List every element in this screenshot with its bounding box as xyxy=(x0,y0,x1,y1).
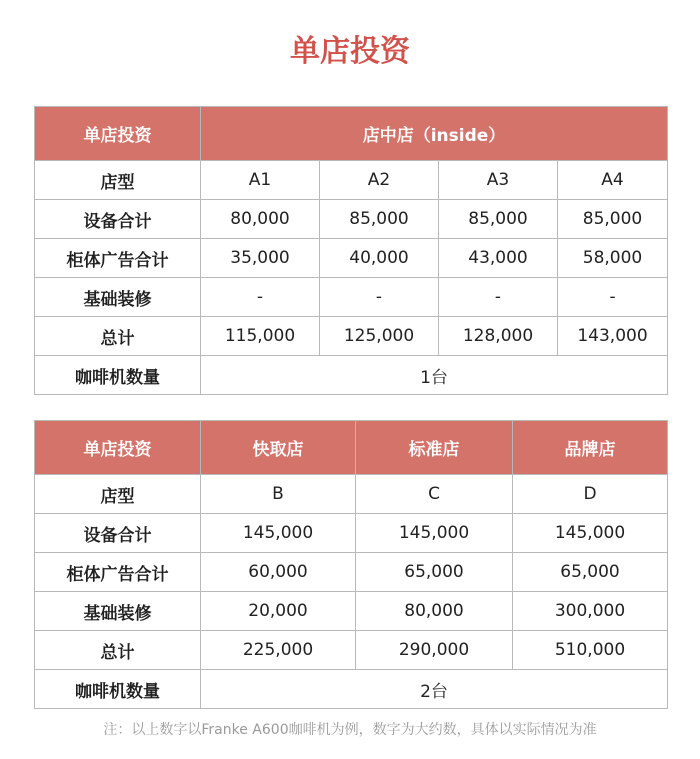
cell: 65,000 xyxy=(356,553,513,592)
table-row xyxy=(35,592,668,631)
row-label: 柜体广告合计 xyxy=(35,239,201,278)
header-brand-store: 品牌店 xyxy=(513,421,668,475)
cell: 80,000 xyxy=(201,200,320,239)
store-type-investment-table xyxy=(34,420,668,709)
cell: 290,000 xyxy=(356,631,513,670)
cell: - xyxy=(201,278,320,317)
row-label: 柜体广告合计 xyxy=(35,553,201,592)
table-row xyxy=(35,631,668,670)
machine-count-cell: 2台 xyxy=(201,670,668,709)
table-row xyxy=(35,553,668,592)
cell: 125,000 xyxy=(320,317,439,356)
cell: A3 xyxy=(439,161,558,200)
cell: 300,000 xyxy=(513,592,668,631)
cell: 85,000 xyxy=(558,200,668,239)
cell: - xyxy=(558,278,668,317)
cell: 115,000 xyxy=(201,317,320,356)
cell: 143,000 xyxy=(558,317,668,356)
cell: 80,000 xyxy=(356,592,513,631)
row-label: 咖啡机数量 xyxy=(35,670,201,709)
row-label: 店型 xyxy=(35,475,201,514)
cell: 85,000 xyxy=(320,200,439,239)
cell: 145,000 xyxy=(201,514,356,553)
page-title: 单店投资 xyxy=(290,34,410,69)
cell: C xyxy=(356,475,513,514)
row-label: 总计 xyxy=(35,631,201,670)
cell: 35,000 xyxy=(201,239,320,278)
row-label: 基础装修 xyxy=(35,592,201,631)
header-label: 单店投资 xyxy=(35,421,201,475)
row-label: 基础装修 xyxy=(35,278,201,317)
cell: - xyxy=(320,278,439,317)
machine-count-cell: 1台 xyxy=(201,356,668,395)
cell: - xyxy=(439,278,558,317)
header-group-inside: 店中店（inside） xyxy=(201,107,668,161)
cell: 20,000 xyxy=(201,592,356,631)
header-quick-store: 快取店 xyxy=(201,421,356,475)
header-standard-store: 标准店 xyxy=(356,421,513,475)
table-header-row xyxy=(35,107,668,161)
row-label: 设备合计 xyxy=(35,200,201,239)
cell: 43,000 xyxy=(439,239,558,278)
cell: D xyxy=(513,475,668,514)
cell: 128,000 xyxy=(439,317,558,356)
header-label: 单店投资 xyxy=(35,107,201,161)
cell: 510,000 xyxy=(513,631,668,670)
cell: 145,000 xyxy=(513,514,668,553)
cell: 40,000 xyxy=(320,239,439,278)
row-label: 店型 xyxy=(35,161,201,200)
table-row xyxy=(35,278,668,317)
cell: 85,000 xyxy=(439,200,558,239)
table-header-row xyxy=(35,421,668,475)
table-row xyxy=(35,200,668,239)
footnote: 注：以上数字以Franke A600咖啡机为例，数字为大约数，具体以实际情况为准 xyxy=(103,722,597,738)
table-row xyxy=(35,317,668,356)
row-label: 设备合计 xyxy=(35,514,201,553)
cell: A1 xyxy=(201,161,320,200)
table-row xyxy=(35,514,668,553)
table-row xyxy=(35,356,668,395)
cell: A4 xyxy=(558,161,668,200)
cell: 60,000 xyxy=(201,553,356,592)
inside-store-investment-table xyxy=(34,106,668,395)
cell: A2 xyxy=(320,161,439,200)
row-label: 咖啡机数量 xyxy=(35,356,201,395)
row-label: 总计 xyxy=(35,317,201,356)
cell: 65,000 xyxy=(513,553,668,592)
cell: B xyxy=(201,475,356,514)
table-row xyxy=(35,239,668,278)
cell: 58,000 xyxy=(558,239,668,278)
table-row xyxy=(35,161,668,200)
table-row xyxy=(35,670,668,709)
table-row xyxy=(35,475,668,514)
cell: 145,000 xyxy=(356,514,513,553)
cell: 225,000 xyxy=(201,631,356,670)
